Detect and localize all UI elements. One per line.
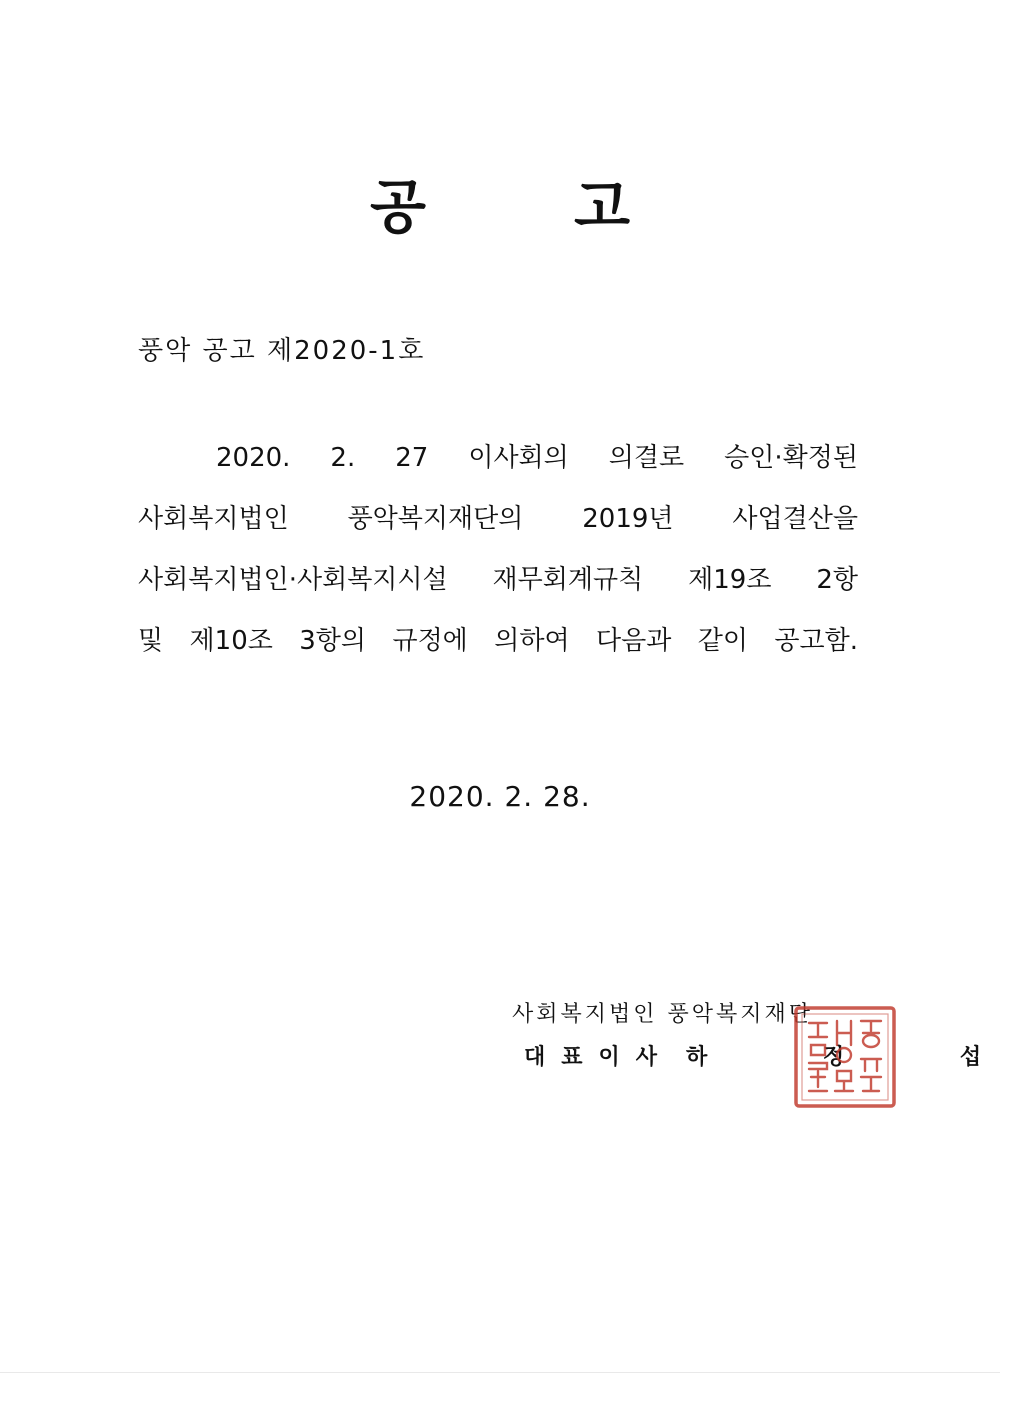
- notice-body: [138, 428, 858, 672]
- title-char: 공: [369, 173, 426, 241]
- signature-name: 하 정 섭: [686, 1044, 1035, 1070]
- document-title: [0, 160, 1000, 244]
- body-line: 사회복지법인·사회복지시설 재무회계규칙 제19조 2항: [138, 565, 858, 595]
- notice-date: 2020. 2. 28.: [409, 780, 591, 813]
- official-seal-stamp: [793, 1005, 897, 1109]
- signature-role: 대표이사: [524, 1044, 674, 1070]
- body-line: 사회복지법인 풍악복지재단의 2019년 사업결산을: [138, 504, 858, 534]
- signature-organization: 사회복지법인 풍악복지재단: [512, 1002, 814, 1027]
- body-line: 및 제10조 3항의 규정에 의하여 다음과 같이 공고함.: [138, 626, 858, 656]
- body-line: 2020. 2. 27 이사회의 의결로 승인·확정된: [216, 443, 858, 473]
- notice-number: 풍악 공고 제2020-1호: [138, 336, 426, 366]
- scan-edge-line: [0, 1372, 1000, 1373]
- title-char: 고: [574, 173, 631, 241]
